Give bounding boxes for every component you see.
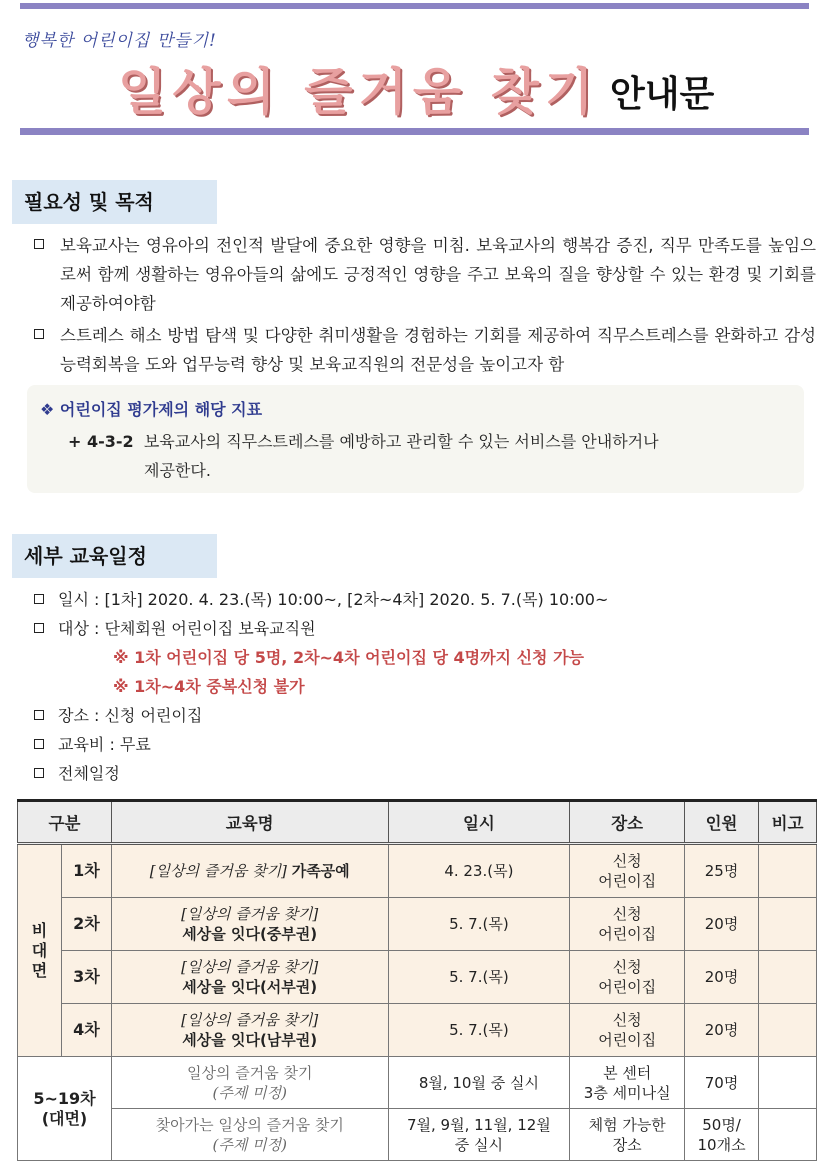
course-cell: [일상의 즐거움 찾기] 가족공예 (111, 844, 388, 898)
indicator-item (68, 427, 788, 485)
checkbox-bullet-icon (34, 768, 44, 778)
count-cell: 50명/ 10개소 (685, 1109, 759, 1161)
course-cell: [일상의 즐거움 찾기] 세상을 잇다(중부권) (111, 898, 388, 951)
group-virtual: 비 대 면 (18, 844, 62, 1057)
indicator-code: + 4-3-2 (68, 432, 134, 451)
place-cell: 본 센터 3층 세미나실 (570, 1057, 685, 1109)
place-cell: 신청 어린이집 (570, 1004, 685, 1057)
note-no-duplicate: ※ 1차~4차 중복신청 불가 (113, 677, 305, 696)
group-inperson: 5~19차 (대면) (18, 1057, 112, 1161)
table-row (18, 1004, 817, 1057)
place-cell: 신청 어린이집 (570, 898, 685, 951)
header-remark: 비고 (759, 801, 817, 844)
remark-cell (759, 1057, 817, 1109)
indicator-text: 보육교사의 직무스트레스를 예방하고 관리할 수 있는 서비스를 안내하거나 (143, 432, 659, 451)
note-limit: ※ 1차 어린이집 당 5명, 2차~4차 어린이집 당 4명까지 신청 가능 (113, 648, 584, 667)
purpose-text-2: 스트레스 해소 방법 탐색 및 다양한 취미생활을 경험하는 기회를 제공하여 직무스트레스를 완화하고 감성능력회복을 도와 업무능력 향상 및 보육교직원의 전문성을 높이고자 함 (60, 326, 816, 374)
schedule-table (17, 799, 817, 1161)
date-cell: 7월, 9월, 11월, 12월 중 실시 (388, 1109, 570, 1161)
round-cell: 4차 (61, 1004, 111, 1057)
table-row (18, 898, 817, 951)
purpose-bullet-2 (34, 321, 816, 379)
round-cell: 3차 (61, 951, 111, 1004)
schedule-date: 일시 : [1차] 2020. 4. 23.(목) 10:00~, [2차~4차] 2020. 5. 7.(목) 10:00~ (34, 585, 608, 614)
count-cell: 25명 (685, 844, 759, 898)
remark-cell (759, 951, 817, 1004)
purpose-bullet-1 (34, 231, 816, 318)
date-cell: 5. 7.(목) (388, 898, 570, 951)
course-cell: [일상의 즐거움 찾기] 세상을 잇다(남부권) (111, 1004, 388, 1057)
schedule-place: 장소 : 신청 어린이집 (34, 701, 202, 730)
checkbox-bullet-icon (34, 594, 44, 604)
place-cell: 신청 어린이집 (570, 844, 685, 898)
remark-cell (759, 1004, 817, 1057)
checkbox-bullet-icon (34, 623, 44, 633)
date-cell: 8월, 10월 중 실시 (388, 1057, 570, 1109)
date-cell: 5. 7.(목) (388, 1004, 570, 1057)
checkbox-bullet-icon (34, 710, 44, 720)
page-subtitle: 안내문 (610, 74, 715, 115)
remark-cell (759, 844, 817, 898)
schedule-target: 대상 : 단체회원 어린이집 보육교직원 (34, 614, 316, 643)
date-cell: 4. 23.(목) (388, 844, 570, 898)
course-cell: [일상의 즐거움 찾기] 세상을 잇다(서부권) (111, 951, 388, 1004)
date-cell: 5. 7.(목) (388, 951, 570, 1004)
section-heading-purpose: 필요성 및 목적 (12, 180, 217, 224)
remark-cell (759, 898, 817, 951)
table-row (18, 1109, 817, 1161)
purpose-text-1: 보육교사는 영유아의 전인적 발달에 중요한 영향을 미침. 보육교사의 행복감 증진, 직무 만족도를 높임으로써 함께 생활하는 영유아들의 삶에도 긍정적인 영향을 주고 보육의 질을 향상할 수 있는 환경 및 기회를 제공하여야함 (60, 236, 816, 313)
count-cell: 20명 (685, 951, 759, 1004)
header-category: 구분 (18, 801, 112, 844)
table-row (18, 951, 817, 1004)
page-title: 일상의 즐거움 찾기 (118, 63, 600, 121)
header-date: 일시 (388, 801, 570, 844)
header-course: 교육명 (111, 801, 388, 844)
table-row (18, 844, 817, 898)
indicator-text-cont: 제공한다. (144, 461, 211, 480)
indicator-title: ❖ 어린이집 평가제의 해당 지표 (40, 400, 263, 419)
schedule-fee: 교육비 : 무료 (34, 730, 151, 759)
header-place: 장소 (570, 801, 685, 844)
table-row (18, 1057, 817, 1109)
schedule-overall: 전체일정 (34, 759, 120, 788)
table-header-row (18, 801, 817, 844)
header-count: 인원 (685, 801, 759, 844)
place-cell: 체험 가능한 장소 (570, 1109, 685, 1161)
count-cell: 70명 (685, 1057, 759, 1109)
course-cell: 일상의 즐거움 찾기 (주제 미정) (111, 1057, 388, 1109)
round-cell: 1차 (61, 844, 111, 898)
count-cell: 20명 (685, 898, 759, 951)
remark-cell (759, 1109, 817, 1161)
section-heading-schedule: 세부 교육일정 (12, 534, 217, 578)
course-cell: 찾아가는 일상의 즐거움 찾기 (주제 미정) (111, 1109, 388, 1161)
checkbox-bullet-icon (34, 329, 44, 339)
bottom-rule (20, 128, 809, 135)
slogan: 행복한 어린이집 만들기! (22, 31, 217, 51)
count-cell: 20명 (685, 1004, 759, 1057)
place-cell: 신청 어린이집 (570, 951, 685, 1004)
checkbox-bullet-icon (34, 239, 44, 249)
checkbox-bullet-icon (34, 739, 44, 749)
top-rule (20, 3, 809, 9)
round-cell: 2차 (61, 898, 111, 951)
